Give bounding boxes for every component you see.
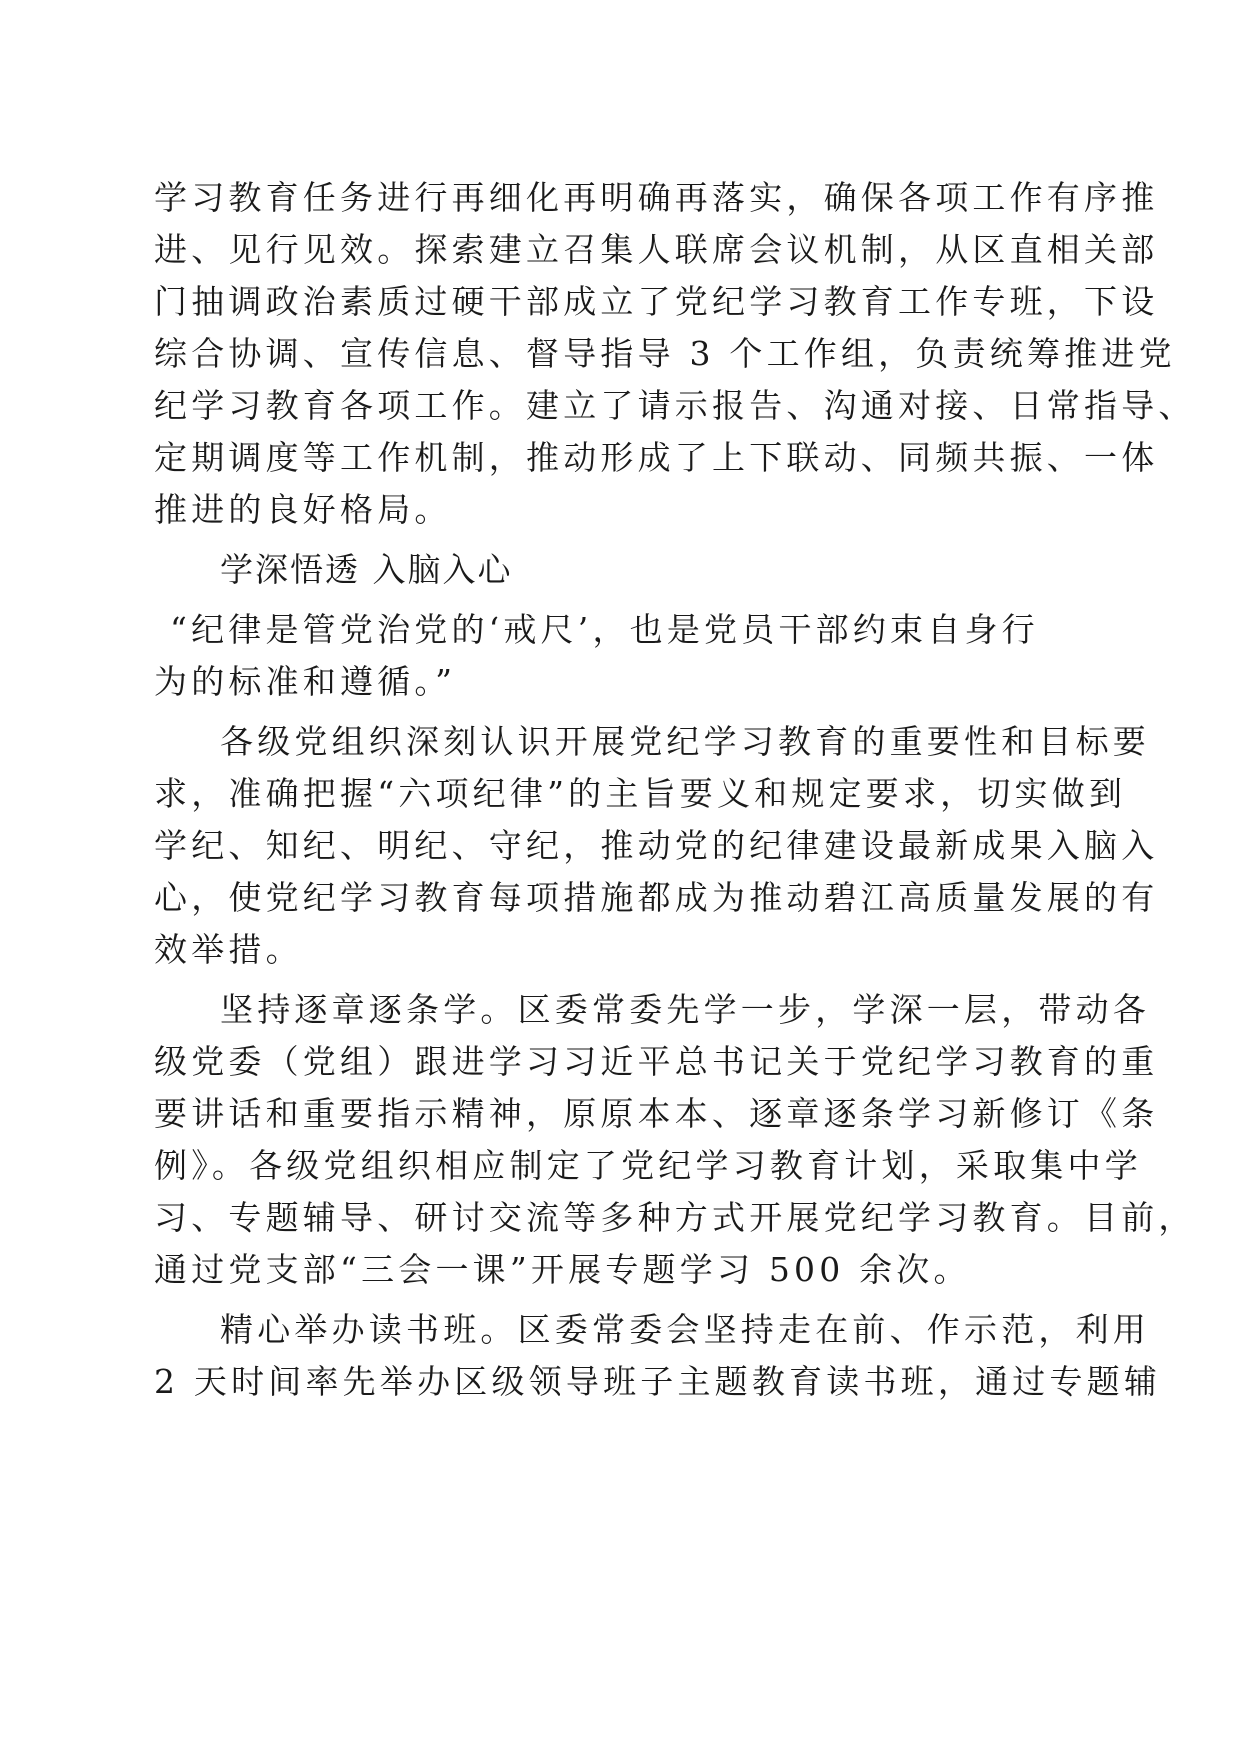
section-heading [154,544,1084,596]
text-line: 综合协调、宣传信息、督导指导 3 个工作组，负责统筹推进党 [154,334,1176,373]
text-line: 精心举办读书班。区委常委会坚持走在前、作示范，利用 [220,1310,1150,1349]
text-line: 门抽调政治素质过硬干部成立了党纪学习教育工作专班，下设 [154,282,1159,321]
paragraph [154,984,1196,1296]
text-line: 习、专题辅导、研讨交流等多种方式开展党纪学习教育。目前， [154,1198,1196,1237]
text-line: 例》。各级党组织相应制定了党纪学习教育计划，采取集中学 [154,1146,1142,1185]
section-heading-text: 学深悟透 入脑入心 [220,550,513,589]
text-line: 2 天时间率先举办区级领导班子主题教育读书班，通过专题辅 [154,1362,1162,1401]
text-line: 级党委（党组）跟进学习习近平总书记关于党纪学习教育的重 [154,1042,1159,1081]
text-line: 效举措。 [154,930,303,969]
text-line: 要讲话和重要指示精神，原原本本、逐章逐条学习新修订《条 [154,1094,1159,1133]
text-line: “纪律是管党治党的‘戒尺’，也是党员干部约束自身行 [170,610,1039,649]
text-line: 进、见行见效。探索建立召集人联席会议机制，从区直相关部 [154,230,1159,269]
text-line: 心，使党纪学习教育每项措施都成为推动碧江高质量发展的有 [154,878,1159,917]
paragraph [154,716,1159,976]
text-line: 推进的良好格局。 [154,490,452,529]
text-line: 纪学习教育各项工作。建立了请示报告、沟通对接、日常指导、 [154,386,1196,425]
text-line: 定期调度等工作机制，推动形成了上下联动、同频共振、一体 [154,438,1159,477]
text-line: 学习教育任务进行再细化再明确再落实，确保各项工作有序推 [154,178,1159,217]
paragraph [154,1304,1162,1408]
text-line: 坚持逐章逐条学。区委常委先学一步，学深一层，带动各 [220,990,1150,1029]
text-line: 求，准确把握“六项纪律”的主旨要义和规定要求，切实做到 [154,774,1127,813]
text-line: 各级党组织深刻认识开展党纪学习教育的重要性和目标要 [220,722,1150,761]
quote-paragraph [154,604,1084,708]
paragraph-continued [154,172,1196,536]
document-body [154,172,1196,1408]
text-line: 通过党支部“三会一课”开展专题学习 500 余次。 [154,1250,971,1289]
text-line: 学纪、知纪、明纪、守纪，推动党的纪律建设最新成果入脑入 [154,826,1159,865]
text-line: 为的标准和遵循。” [154,662,457,701]
